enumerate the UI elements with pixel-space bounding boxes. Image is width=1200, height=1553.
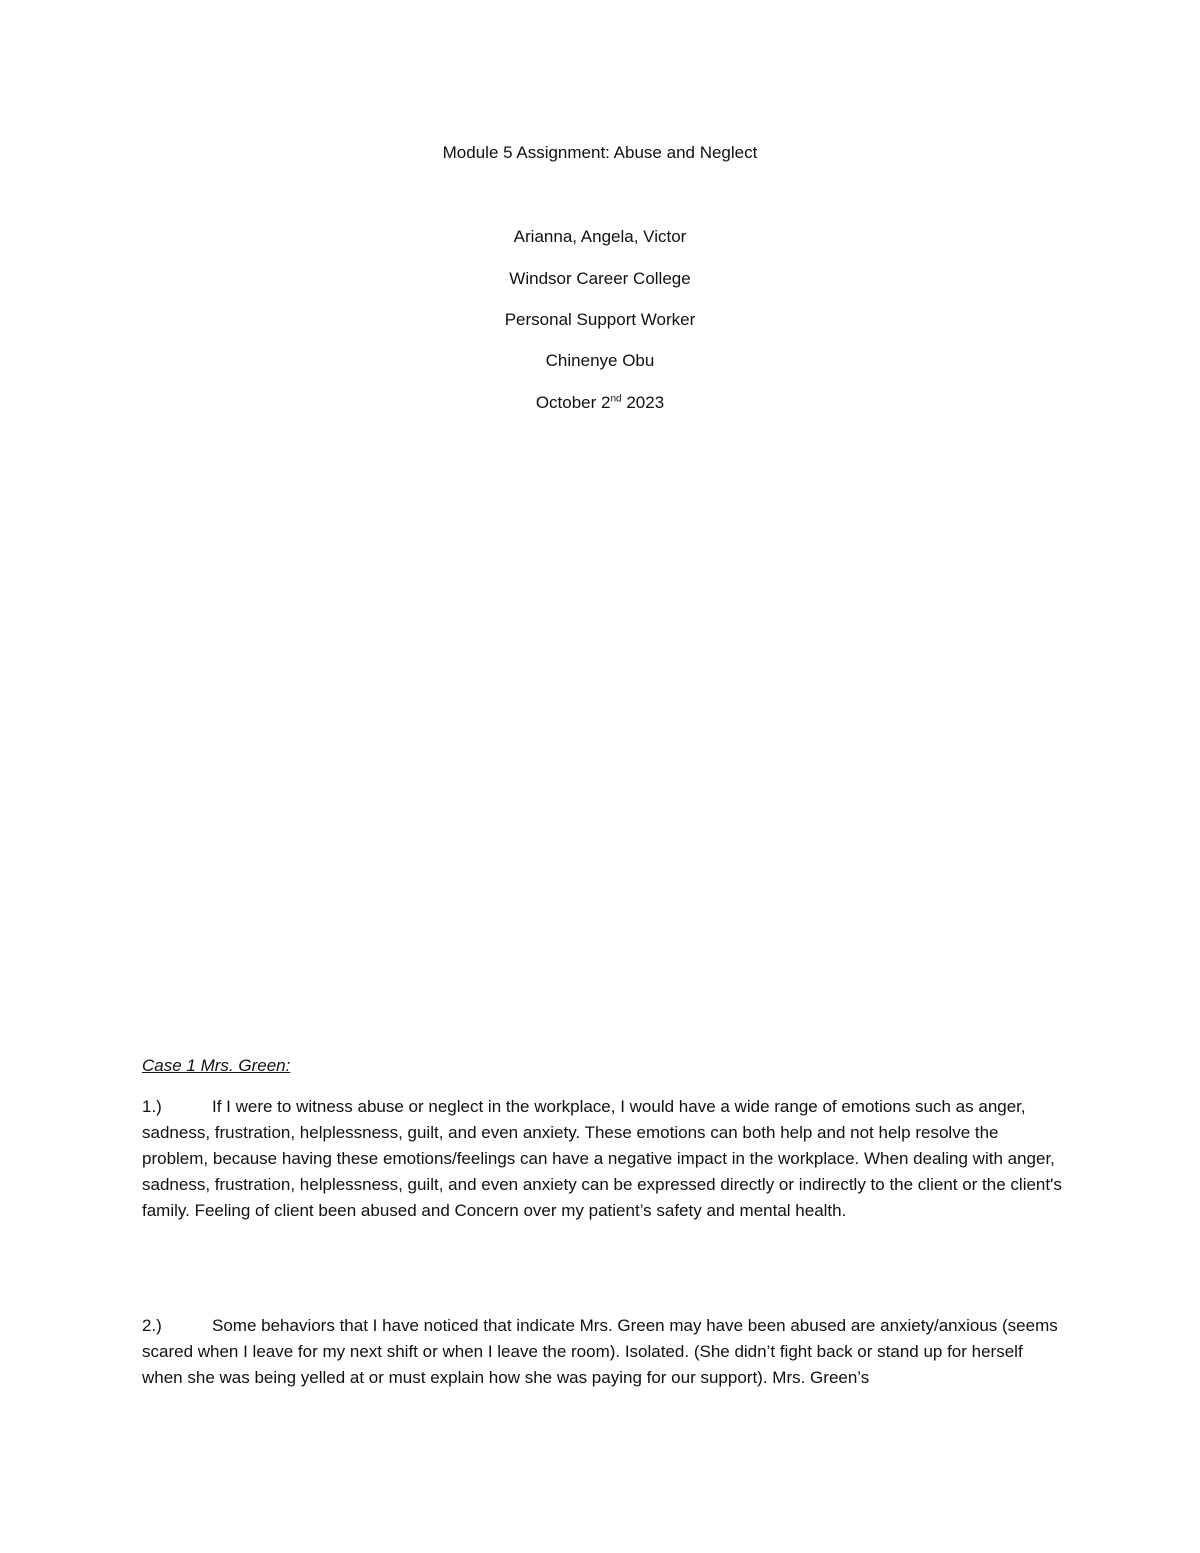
date-year: 2023 (621, 393, 665, 412)
date-suffix: nd (610, 393, 622, 405)
paragraph-number: 1.) (142, 1097, 162, 1116)
institution: Windsor Career College (509, 269, 691, 288)
instructor: Chinenye Obu (545, 351, 655, 370)
submission-date (0, 392, 1200, 414)
paragraph-number: 2.) (142, 1316, 162, 1335)
paragraph-text: If I were to witness abuse or neglect in the workplace, I would have a wide range of emotions such as anger, sadness, frustration, helplessness, guilt, and even anxiety. These emotions can both help and not help resolve the problem, because having these emotions/feelings can have a negative impact in the workplace. When dealing with anger, sadness, frustration, helplessness, guilt, and even anxiety can be expressed directly or indirectly to the client or the client's family. Feeling of client been abused and Concern over my patient’s safety and mental health. (142, 1097, 1062, 1220)
paragraph-text: Some behaviors that I have noticed that indicate Mrs. Green may have been abused are anxiety/anxious (seems scared when I leave for my next shift or when I leave the room). Isolated. (She didn’t fight back or stand up for herself when she was being yelled at or must explain how she was paying for our support). Mrs. Green’s (142, 1316, 1058, 1387)
program: Personal Support Worker (504, 310, 696, 329)
authors: Arianna, Angela, Victor (513, 227, 687, 246)
paragraph-2 (142, 1313, 1062, 1391)
document-title: Module 5 Assignment: Abuse and Neglect (442, 143, 758, 162)
case-heading: Case 1 Mrs. Green: (142, 1056, 291, 1075)
date-month-day: October 2 (535, 393, 611, 412)
paragraph-1 (142, 1094, 1062, 1224)
